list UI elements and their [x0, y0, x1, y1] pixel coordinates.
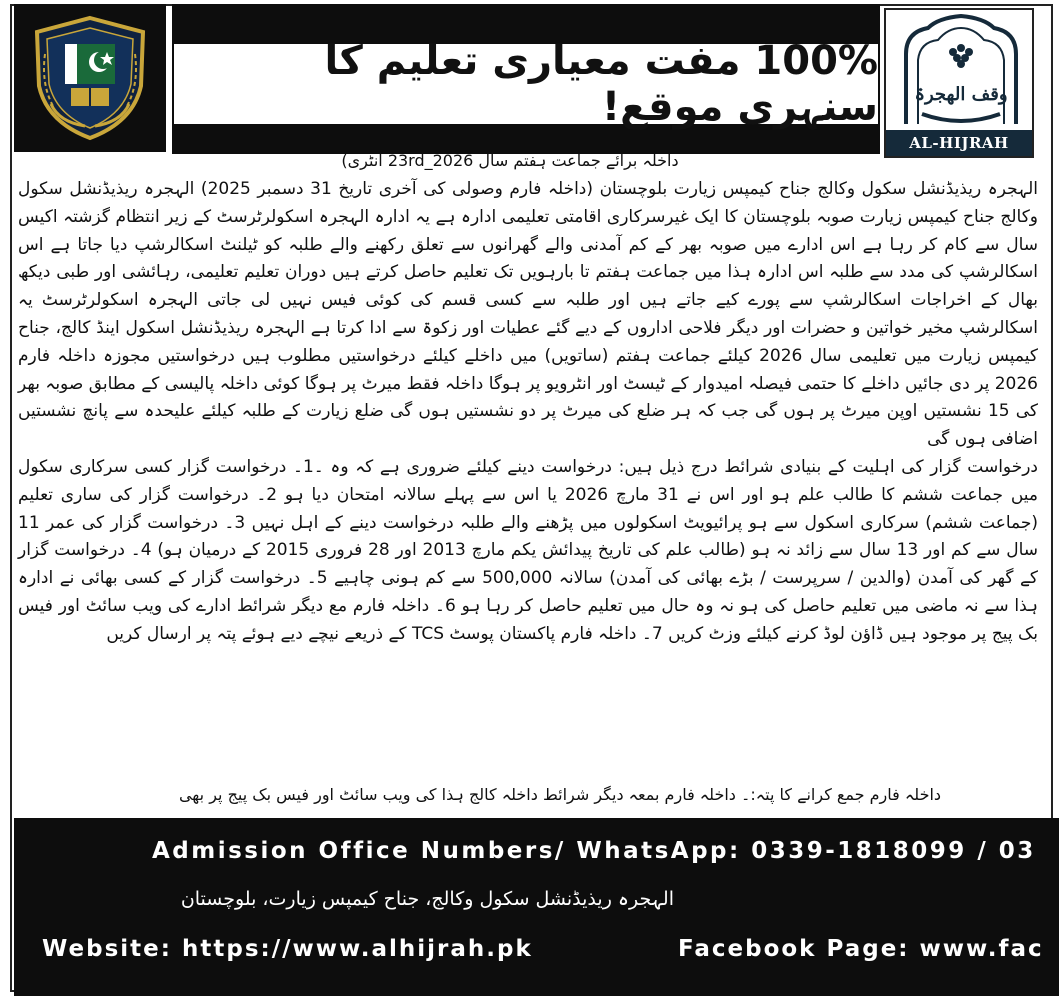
logo-urdu-text: وقف الھجرۃ [914, 84, 1008, 105]
website-link[interactable]: Website: https://www.alhijrah.pk [42, 936, 533, 962]
footer-banner [14, 818, 1059, 996]
admission-phone-numbers: Admission Office Numbers/ WhatsApp: 0339-1818099 / 03 [152, 838, 1036, 864]
admission-body [18, 176, 1038, 776]
body-paragraph-intro: الہجرہ ریذیڈنشل سکول وکالج جناح کیمپس زیارت بلوچستان (داخلہ فارم وصولی کی آخری تاریخ 31 دسمبر 2025) الہجرہ ریذیڈنشل سکول وکالج جناح کیمپس زیارت صوبہ بلوچستان کا ایک غیرسرکاری اقامتی تعلیمی ادارہ ہے یہ ادارہ الہجرہ اسکولرٹرسٹ کے زیر انتظام گزشتہ اکیس سال سے کام کر رہا ہے اس ادارے میں صوبہ بھر کے کم آمدنی والے گھرانوں سے تعلق رکھنے والے طلبہ کو ٹیلنٹ اسکالرشپ دیا جاتا ہے اس اسکالرشپ کی مدد سے طلبہ اس ادارہ ہذا میں جماعت ہفتم تا بارہویں تک تعلیم حاصل کرتے ہیں دوران تعلیم تعلیمی، رہائشی اور طبی دیکھ بھال کے اخراجات اسکالرشپ سے پورے کیے جاتے ہیں اور طلبہ سے کسی قسم کی کوئی فیس نہیں لی جاتی الہجرہ اسکولرٹرسٹ یہ اسکالرشپ مخیر خواتین و حضرات اور دیگر فلاحی اداروں کے دیے گئے عطیات اور زکوۃ سے ادا کرتا ہے الہجرہ ریذیڈنشل اسکول اینڈ کالج، جناح کیمپس زیارت میں تعلیمی سال 2026 کیلئے جماعت ہفتم (ساتویں) میں داخلے کیلئے درخواستیں مطلوب ہیں درخواستیں مجوزہ داخلہ فارم 2026 پر دی جائیں داخلے کا حتمی فیصلہ امیدوار کے ٹیسٹ اور انٹرویو پر ہوگا داخلہ فقط میرٹ پر ہوگا کوئی داخلہ پالیسی کے مطابق صوبہ بھر کی 15 نشستیں اوپن میرٹ پر ہوں گی جب کہ ہر ضلع کی میرٹ پر دو نشستیں ہوں گی ضلع زیارت کے طلبہ کیلئے علیحدہ سے پانچ نشستیں اضافی ہوں گی [18, 179, 1038, 450]
facebook-page-link[interactable]: Facebook Page: www.fac [678, 936, 1044, 962]
body-paragraph-eligibility: درخواست گزار کی اہلیت کے بنیادی شرائط درج ذیل ہیں: درخواست دینے کیلئے ضروری ہے کہ وہ ۔1۔ درخواست گزار کسی سرکاری سکول میں جماعت ششم کا طالب علم ہو اور اس نے 31 مارچ 2026 یا اس سے پہلے سالانہ امتحان دیا ہو 2۔ درخواست گزار کی ساری تعلیم (جماعت ششم) سرکاری اسکول سے ہو پرائیویٹ اسکولوں میں پڑھنے والے طلبہ درخواست دینے کے اہل نہیں 3۔ درخواست گزار کی عمر 11 سال سے کم اور 13 سال سے زائد نہ ہو (طالب علم کی تاریخ پیدائش یکم مارچ 2013 اور 28 فروری 2015 کے درمیان ہو) 4۔ درخواست گزار کے گھر کی آمدن (والدین / سرپرست / بڑے بھائی کی آمدن) سالانہ 500,000 سے کم ہونی چاہیے 5۔ درخواست گزار کے کسی بھائی نے ادارہ ہذا سے نہ ماضی میں تعلیم حاصل کی ہو نہ وہ حال میں تعلیم حاصل کر رہا ہو 6۔ داخلہ فارم مع دیگر شرائط ادارے کی ویب سائٹ اور فیس بک پیج پر موجود ہیں ڈاؤن لوڈ کرنے کیلئے وزٹ کریں 7۔ داخلہ فارم پاکستان پوسٹ TCS کے ذریعے نیچے دیے ہوئے پتہ پر ارسال کریں [18, 456, 1039, 644]
school-crest-logo [14, 4, 166, 152]
shield-crest-icon [29, 14, 151, 142]
school-address: الہجرہ ریذیڈنشل سکول وکالج، جناح کیمپس زیارت، بلوچستان [180, 888, 674, 910]
headline: 100% مفت معیاری تعلیم کا سنہری موقع! [174, 44, 878, 124]
submission-address-note: داخلہ فارم جمع کرانے کا پتہ:۔ داخلہ فارم بمعہ دیگر شرائط داخلہ کالج ہذا کی ویب سائٹ اور فیس بک پیج پر بھی [178, 785, 942, 804]
al-hijrah-logo [884, 8, 1034, 158]
mosque-arch-icon [898, 14, 1024, 132]
admission-subtitle: داخلہ برائے جماعت ہفتم سال 2026_23rd انٹری) [341, 151, 679, 170]
logo-brand-name: AL-HIJRAH [886, 130, 1032, 156]
